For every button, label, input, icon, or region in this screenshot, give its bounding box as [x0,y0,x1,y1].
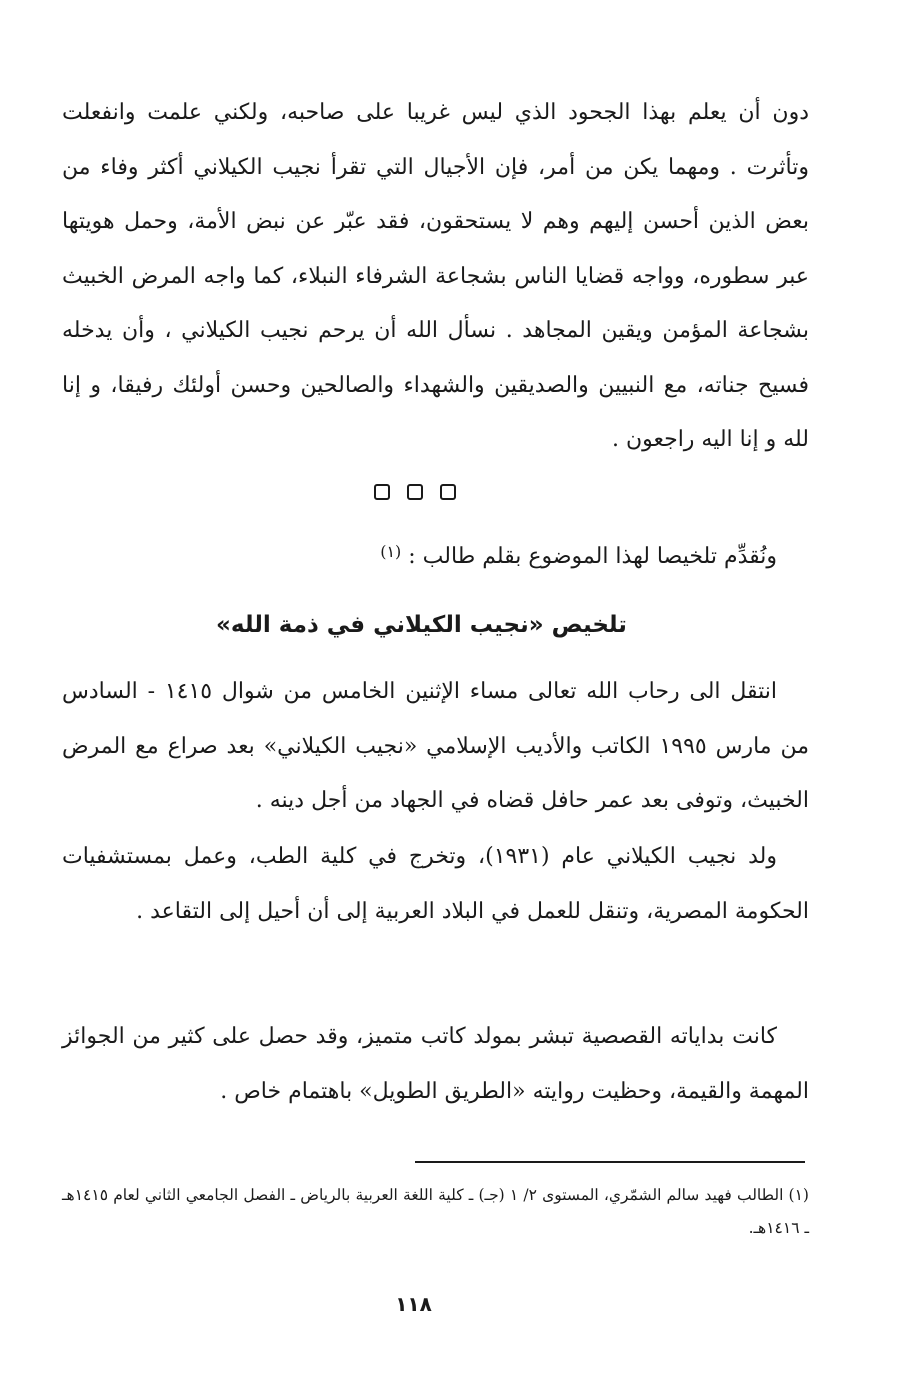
section-separator [374,480,456,504]
footnote [62,1179,809,1245]
paragraph-text: ولد نجيب الكيلاني عام (١٩٣١)، وتخرج في كلية الطب، وعمل بمستشفيات الحكومة المصرية، وتنقل للعمل في البلاد العربية إلى أن أحيل إلى التقاعد . [62,844,809,924]
footnote-text: (١) الطالب فهيد سالم الشمّري، المستوى ٢/ ١ (جـ) ـ كلية اللغة العربية بالرياض ـ الفصل الجامعي الثاني لعام ١٤١٥هـ ـ ١٤١٦هـ. [62,1186,809,1237]
footnote-marker: (١) [380,542,402,561]
paragraph-career [62,1010,809,1119]
footnote-divider [415,1161,805,1163]
page-number: ١١٨ [395,1292,432,1316]
intro-line [62,530,809,586]
paragraph-text: انتقل الى رحاب الله تعالى مساء الإثنين الخامس من شوال ١٤١٥ - السادس من مارس ١٩٩٥ الكاتب والأديب الإسلامي «نجيب الكيلاني» بعد صراع مع المرض الخبيث، وتوفى بعد عمر حافل قضاه في الجهاد من أجل دينه . [62,679,810,813]
section-title: تلخيص «نجيب الكيلاني في ذمة الله» [216,612,627,638]
paragraph-death [62,665,809,829]
intro-text: ونُقدِّم تلخيصا لهذا الموضوع بقلم طالب : [408,544,777,569]
separator-square-icon [374,484,390,500]
continued-paragraph [62,86,809,468]
paragraph-text: كانت بداياته القصصية تبشر بمولد كاتب متميز، وقد حصل على كثير من الجوائز المهمة والقيمة، وحظيت روايته «الطريق الطويل» باهتمام خاص . [62,1024,809,1104]
separator-square-icon [440,484,456,500]
paragraph-birth [62,830,809,939]
paragraph-text: دون أن يعلم بهذا الجحود الذي ليس غريبا على صاحبه، ولكني علمت وانفعلت وتأثرت . ومهما يكن من أمر، فإن الأجيال التي تقرأ نجيب الكيلاني أكثر وفاء من بعض الذين أحسن إليهم وهم لا يستحقون، فقد عبّر عن نبض الأمة، وحمل هويتها عبر سطوره، وواجه قضايا الناس بشجاعة الشرفاء النبلاء، كما واجه المرض الخبيث بشجاعة المؤمن ويقين المجاهد . نسأل الله أن يرحم نجيب الكيلاني ، وأن يدخله فسيح جناته، مع النبيين والصديقين والشهداء والصالحين وحسن أولئك رفيقا، و إنا لله و إنا اليه راجعون . [62,100,809,452]
separator-square-icon [407,484,423,500]
